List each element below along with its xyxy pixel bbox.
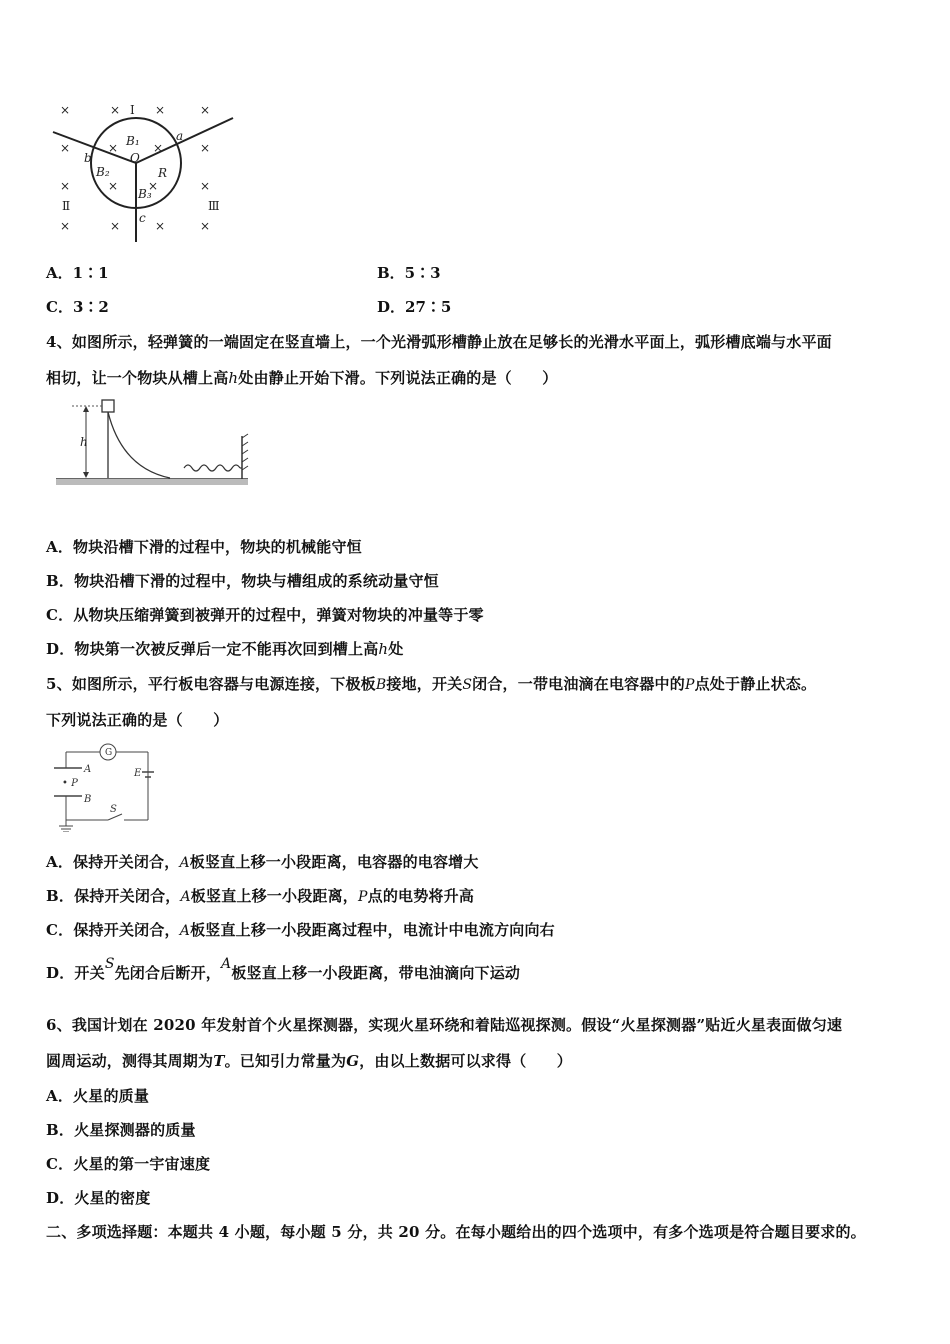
region-label-ii: Ⅱ: [62, 199, 71, 213]
field-x-mark: ×: [108, 141, 119, 155]
point-p-label: • P: [62, 778, 78, 789]
switch-s-label: S: [110, 804, 117, 815]
field-x-mark: ×: [60, 141, 71, 155]
field-x-mark: ×: [148, 179, 159, 193]
q3-option-d[interactable]: D．27∶5: [377, 298, 452, 316]
field-x-mark: ×: [200, 141, 211, 155]
field-x-mark: ×: [110, 219, 121, 233]
q4-stem-line2: 相切，让一个物块从槽上高h处由静止开始下滑。下列说法正确的是（ ）: [46, 369, 558, 387]
q4-option-d[interactable]: D．物块第一次被反弹后一定不能再次回到槽上高h处: [46, 640, 404, 658]
q5-stem-line1: 5、如图所示，平行板电容器与电源连接，下极板B接地，开关S闭合，一带电油滴在电容器中的P点处于静止状态。: [46, 675, 817, 693]
label-b1: B₁: [126, 134, 140, 148]
field-x-mark: ×: [60, 179, 71, 193]
field-x-mark: ×: [60, 103, 71, 117]
battery-e-label: E: [134, 768, 142, 779]
q4-option-c[interactable]: C．从物块压缩弹簧到被弹开的过程中，弹簧对物块的冲量等于零: [46, 606, 484, 624]
section-2-heading: 二、多项选择题：本题共 4 小题，每小题 5 分，共 20 分。在每小题给出的四个选项中，有多个选项是符合题目要求的。: [46, 1223, 866, 1241]
q6-option-d[interactable]: D．火星的密度: [46, 1189, 151, 1207]
field-x-mark: ×: [110, 103, 121, 117]
label-b3: B₃: [138, 187, 152, 201]
q6-option-a[interactable]: A．火星的质量: [46, 1087, 150, 1105]
galvanometer-label: G: [105, 748, 113, 758]
region-label-i: Ⅰ: [130, 103, 135, 117]
magnetic-field-figure: [48, 100, 248, 250]
region-label-iii: Ⅲ: [208, 199, 220, 213]
q4-option-a[interactable]: A．物块沿槽下滑的过程中，物块的机械能守恒: [46, 538, 362, 556]
label-c: c: [139, 211, 146, 225]
q5-option-d[interactable]: D．开关S先闭合后断开，A板竖直上移一小段距离，带电油滴向下运动: [46, 956, 521, 982]
q4-stem-line1: 4、如图所示，轻弹簧的一端固定在竖直墙上，一个光滑弧形槽静止放在足够长的光滑水平面上，弧形槽底端与水平面: [46, 333, 832, 351]
plate-a-label: A: [84, 764, 92, 775]
field-x-mark: ×: [155, 219, 166, 233]
q6-stem-line1: 6、我国计划在 2020 年发射首个火星探测器，实现火星环绕和着陆巡视探测。假设“火星探测器”贴近火星表面做匀速: [46, 1016, 843, 1034]
q3-option-a[interactable]: A．1∶1: [46, 264, 109, 282]
q5-stem-line2: 下列说法正确的是（ ）: [46, 711, 229, 729]
q4-option-b[interactable]: B．物块沿槽下滑的过程中，物块与槽组成的系统动量守恒: [46, 572, 439, 590]
q6-option-b[interactable]: B．火星探测器的质量: [46, 1121, 196, 1139]
q5-option-a[interactable]: A．保持开关闭合，A板竖直上移一小段距离，电容器的电容增大: [46, 853, 479, 871]
q5-option-b[interactable]: B．保持开关闭合，A板竖直上移一小段距离，P点的电势将升高: [46, 887, 475, 905]
q6-stem-line2: 圆周运动，测得其周期为T。已知引力常量为G，由以上数据可以求得（ ）: [46, 1052, 573, 1070]
field-x-mark: ×: [200, 103, 211, 117]
label-r: R: [158, 166, 168, 180]
plate-b-label: B: [84, 794, 92, 805]
field-x-mark: ×: [108, 179, 119, 193]
capacitor-circuit-figure: [48, 740, 168, 832]
field-x-mark: ×: [153, 141, 164, 155]
q3-option-c[interactable]: C．3∶2: [46, 298, 109, 316]
label-o: O: [130, 151, 140, 165]
label-b2: B₂: [96, 165, 110, 179]
field-x-mark: ×: [200, 179, 211, 193]
label-a: a: [176, 129, 184, 143]
field-x-mark: ×: [155, 103, 166, 117]
field-x-mark: ×: [200, 219, 211, 233]
q3-option-b[interactable]: B．5∶3: [377, 264, 441, 282]
slope-spring-figure: [52, 398, 252, 490]
label-b: b: [84, 151, 92, 165]
q5-option-c[interactable]: C．保持开关闭合，A板竖直上移一小段距离过程中，电流计中电流方向向右: [46, 921, 555, 939]
q6-option-c[interactable]: C．火星的第一宇宙速度: [46, 1155, 211, 1173]
field-x-mark: ×: [60, 219, 71, 233]
height-label: h: [80, 435, 88, 449]
